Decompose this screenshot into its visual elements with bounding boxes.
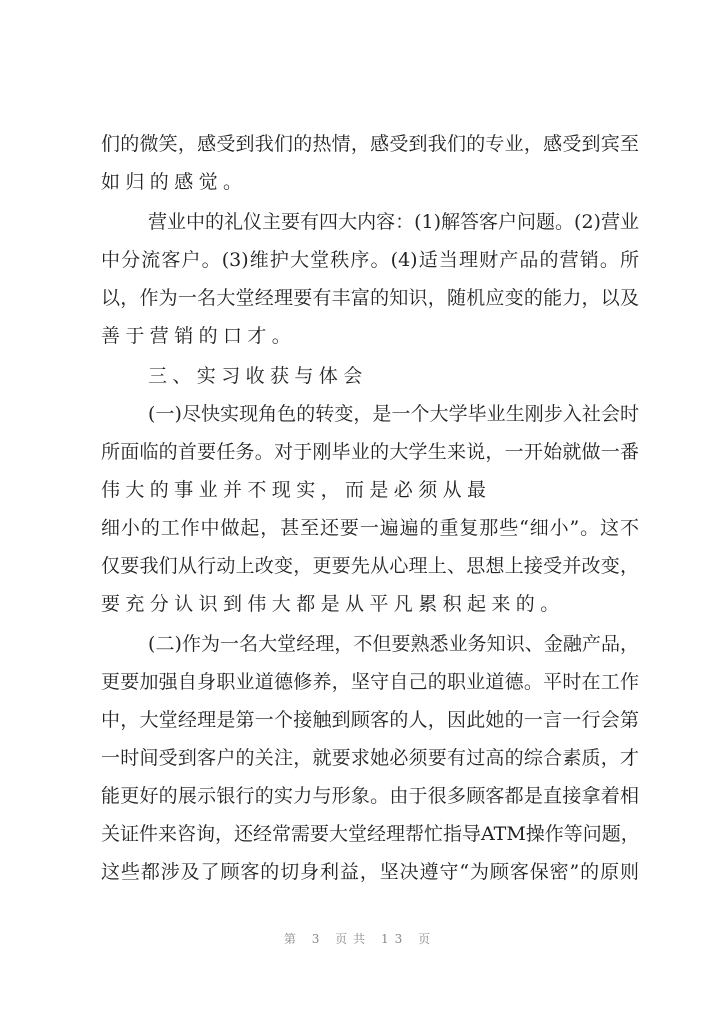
text-line: 关证件来咨询，还经常需要大堂经理帮忙指导ATM操作等问题， [101,823,640,845]
text-line: 一时间受到客户的关注，就要求她必须要有过高的综合素质，才 [101,747,639,769]
text-line: 更要加强自身职业道德修养，坚守自己的职业道德。平时在工作 [101,671,639,693]
text-line: 中分流客户。(3)维护大堂秩序。(4)适当理财产品的营销。所 [101,249,639,271]
text-line: 细小的工作中做起，甚至还要一遍遍的重复那些“细小”。这不 [101,517,639,539]
page-number-footer: 第 3 页共 13 页 [283,932,437,946]
text-line: (一)尽快实现角色的转变，是一个大学毕业生刚步入社会时 [148,403,639,425]
text-line: 们的微笑，感受到我们的热情，感受到我们的专业，感受到宾至 [101,133,639,155]
section-heading: 三、实习收获与体会 [148,365,368,387]
text-line: 所面临的首要任务。对于刚毕业的大学生来说，一开始就做一番 [101,441,639,463]
text-line: 仅要我们从行动上改变，更要先从心理上、思想上接受并改变， [101,555,639,577]
text-line: 伟大的事业并不现实，而是必须从最 [101,479,492,501]
text-line: 营业中的礼仪主要有四大内容：(1)解答客户问题。(2)营业 [148,211,639,233]
text-line: 这些都涉及了顾客的切身利益，坚决遵守“为顾客保密”的原则 [101,861,639,883]
text-line: 能更好的展示银行的实力与形象。由于很多顾客都是直接拿着相 [101,785,639,807]
text-line: 要充分认识到伟大都是从平凡累积起来的。 [101,593,565,615]
text-line: 善于营销的口才。 [101,325,297,347]
text-line: 如归的感觉。 [101,171,248,193]
text-line: 中，大堂经理是第一个接触到顾客的人，因此她的一言一行会第 [101,709,639,731]
text-line: 以，作为一名大堂经理要有丰富的知识，随机应变的能力，以及 [101,287,639,309]
text-line: (二)作为一名大堂经理，不但要熟悉业务知识、金融产品， [148,633,639,655]
